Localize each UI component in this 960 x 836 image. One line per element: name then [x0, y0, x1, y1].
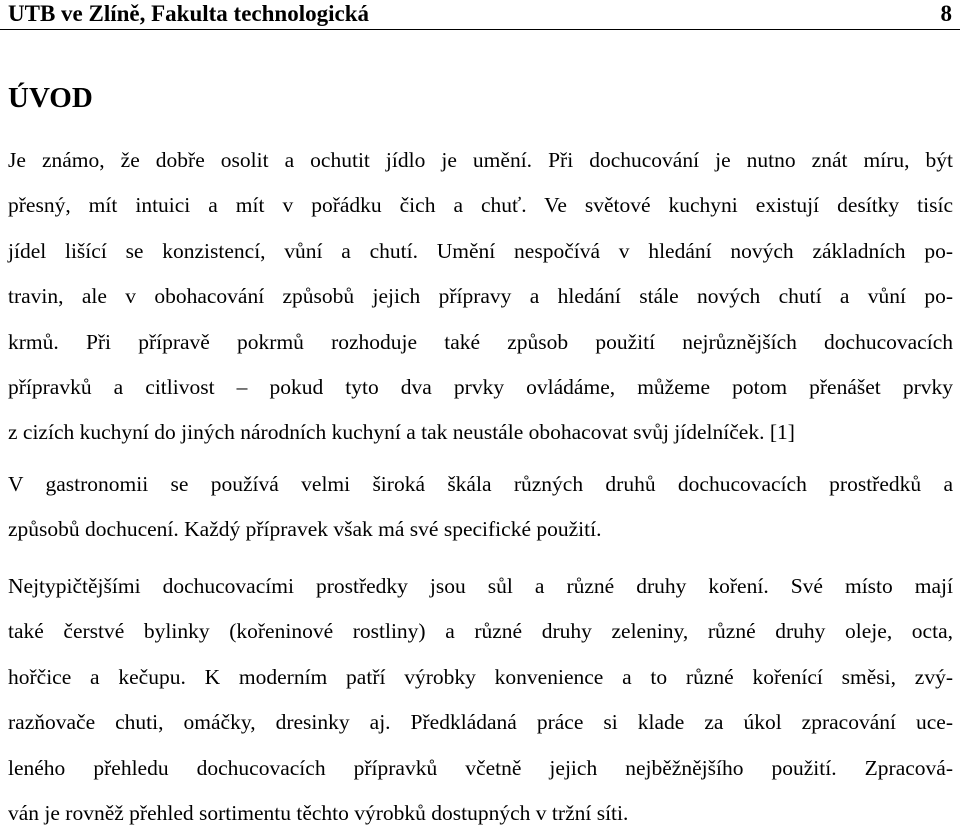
paragraph-line: V gastronomii se používá velmi široká škála různých druhů dochucovacích prostředků a: [8, 472, 953, 496]
paragraph-line: přesný, mít intuici a mít v pořádku čich a chuť. Ve světové kuchyni existují desítky tisíc: [8, 193, 953, 218]
page-number: 8: [940, 1, 952, 26]
paragraph-line: také čerstvé bylinky (kořeninové rostliny) a různé druhy zeleniny, různé druhy oleje, octa,: [8, 619, 953, 644]
paragraph-line: z cizích kuchyní do jiných národních kuchyní a tak neustále obohacovat svůj jídelníček. [1]: [8, 420, 795, 445]
paragraph-gastronomy: [8, 462, 953, 553]
paragraph-line: způsobů dochucení. Každý přípravek však má své specifické použití.: [8, 517, 602, 542]
paragraph-line: jídel lišící se konzistencí, vůní a chutí. Umění nespočívá v hledání nových základních po-: [8, 238, 953, 263]
paragraph-line: leného přehledu dochucovacích přípravků včetně jejich nejběžnějšího použití. Zpracová-: [8, 755, 953, 780]
paragraph-line: travin, ale v obohacování způsobů jejich přípravy a hledání stále nových chutí a vůní po-: [8, 284, 953, 309]
paragraph-seasonings: [8, 564, 953, 836]
paragraph-line: přípravků a citlivost – pokud tyto dva prvky ovládáme, můžeme potom přenášet prvky: [8, 375, 953, 400]
paragraph-line: krmů. Při přípravě pokrmů rozhoduje také způsob použití nejrůznějších dochucovacích: [8, 329, 953, 354]
header-title: UTB ve Zlíně, Fakulta technologická: [8, 1, 369, 26]
header-rule: [0, 29, 960, 30]
paragraph-intro: [8, 138, 953, 456]
paragraph-line: ván je rovněž přehled sortimentu těchto výrobků dostupných v tržní síti.: [8, 801, 629, 826]
paragraph-line: Je známo, že dobře osolit a ochutit jídlo je umění. Při dochucování je nutno znát míru, být: [8, 148, 953, 172]
paragraph-line: Nejtypičtějšími dochucovacími prostředky jsou sůl a různé druhy koření. Své místo mají: [8, 574, 953, 598]
paragraph-line: hořčice a kečupu. K moderním patří výrobky konvenience a to různé kořenící směsi, zvý-: [8, 664, 953, 689]
section-heading: ÚVOD: [8, 82, 93, 114]
paragraph-line: razňovače chuti, omáčky, dresinky aj. Předkládaná práce si klade za úkol zpracování uce-: [8, 710, 953, 735]
